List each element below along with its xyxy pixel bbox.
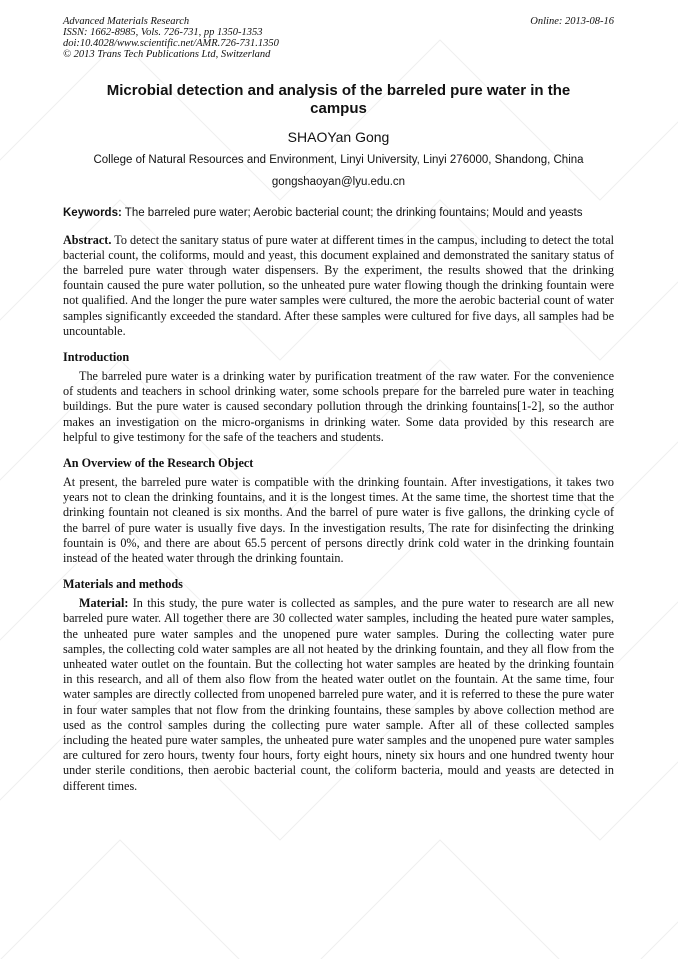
material-text: In this study, the pure water is collected as samples, and the pure water to research are all new barreled pure water. All together there are 30 collected water samples, including the heated pure water samples, the unheated pure water samples and the unopened pure water samples. During the collecting water pure samples, the collecting cold water samples are all not heated by the drinking fountain, and they all flow from the unheated water outlet on the fountain. But the collecting hot water samples are heated by the drinking fountain in this research, and all of them also flow from the heated water outlet on the fountain. At the same time, four water samples are directly collected from unopened barreled pure water, and it is referred to these the pure water in four water samples that not flow from the drinking fountains, these samples by above collection method are used as the control samples during the collecting pure water sample. After all of these collected samples including the heated pure water samples, the unheated pure water samples and the unopened pure water samples are cultured for zero hours, twenty four hours, forty eight hours, ninety six hours and one hundred twenty hour under sterile conditions, then aerobic bacterial count, the coliform bacteria, mould and yeasts are detected in different times. bbox=[63, 596, 614, 793]
issn-line: ISSN: 1662-8985, Vols. 726-731, pp 1350-1353 bbox=[63, 27, 263, 38]
author-affiliation: College of Natural Resources and Environment, Linyi University, Linyi 276000, Shandong, China bbox=[93, 154, 584, 166]
keywords bbox=[63, 206, 614, 221]
journal-header bbox=[63, 16, 614, 60]
paper-title: Microbial detection and analysis of the barreled pure water in the campus bbox=[106, 82, 571, 117]
introduction-heading: Introduction bbox=[63, 349, 130, 364]
overview-text: At present, the barreled pure water is compatible with the drinking fountain. After investigations, it takes two years not to clean the drinking fountains, and it is the longest times. At the same time, the shortest time that the drinking fountain not cleaned is six months. And the barrel of pure water is five gallons, the drinking cycle of the barrel of pure water is usually five days. In the investigation results, The rate for disinfecting the drinking fountain is 0%, and there are about 65.5 percent of persons directly drink cold water in the drinking fountain instead of the heated water through the drinking fountain. bbox=[63, 474, 614, 565]
abstract-text: To detect the sanitary status of pure water at different times in the campus, including to detect the total bacterial count, the coliforms, mould and yeast, this document explained and demonstrated the sanitary status of the barreled pure water through water dispensers. By the experiment, the results showed that the drinking fountain caused the pure water pollution, so the unheated pure water flowing though the drinking fountain were not qualified. And the longer the pure water samples were cultured, the more the aerobic bacterial count of water samples significantly exceeded the standard. After these samples were cultured for five days, all samples had be uncountable. bbox=[63, 232, 614, 338]
copyright-line: © 2013 Trans Tech Publications Ltd, Switzerland bbox=[63, 49, 271, 60]
author-name: SHAOYan Gong bbox=[287, 129, 390, 145]
online-date: Online: 2013-08-16 bbox=[530, 16, 614, 27]
material-paragraph bbox=[63, 596, 614, 794]
keywords-text: The barreled pure water; Aerobic bacterial count; the drinking fountains; Mould and yeasts bbox=[124, 207, 583, 219]
author-email[interactable]: gongshaoyan@lyu.edu.cn bbox=[271, 176, 406, 188]
abstract-label: Abstract. bbox=[63, 232, 112, 247]
abstract bbox=[63, 233, 614, 339]
paper-page bbox=[63, 16, 614, 794]
doi-link[interactable]: doi:10.4028/www.scientific.net/AMR.726-731.1350 bbox=[63, 38, 279, 49]
keywords-label: Keywords: bbox=[63, 207, 122, 219]
methods-heading: Materials and methods bbox=[63, 577, 183, 592]
introduction-text: The barreled pure water is a drinking water by purification treatment of the raw water. For the convenience of students and teachers in school drinking water, some schools prepare for the barreled pure water in teaching buildings. But the pure water is caused secondary pollution through the drinking fountains[1-2], so the author makes an investigation on the micro-organisms in drinking water. Some data provided by this research are helpful to give testimony for the safe of the teachers and students. bbox=[63, 368, 614, 444]
overview-heading: An Overview of the Research Object bbox=[63, 455, 254, 470]
journal-name: Advanced Materials Research bbox=[63, 16, 190, 27]
material-label: Material: bbox=[79, 596, 129, 611]
